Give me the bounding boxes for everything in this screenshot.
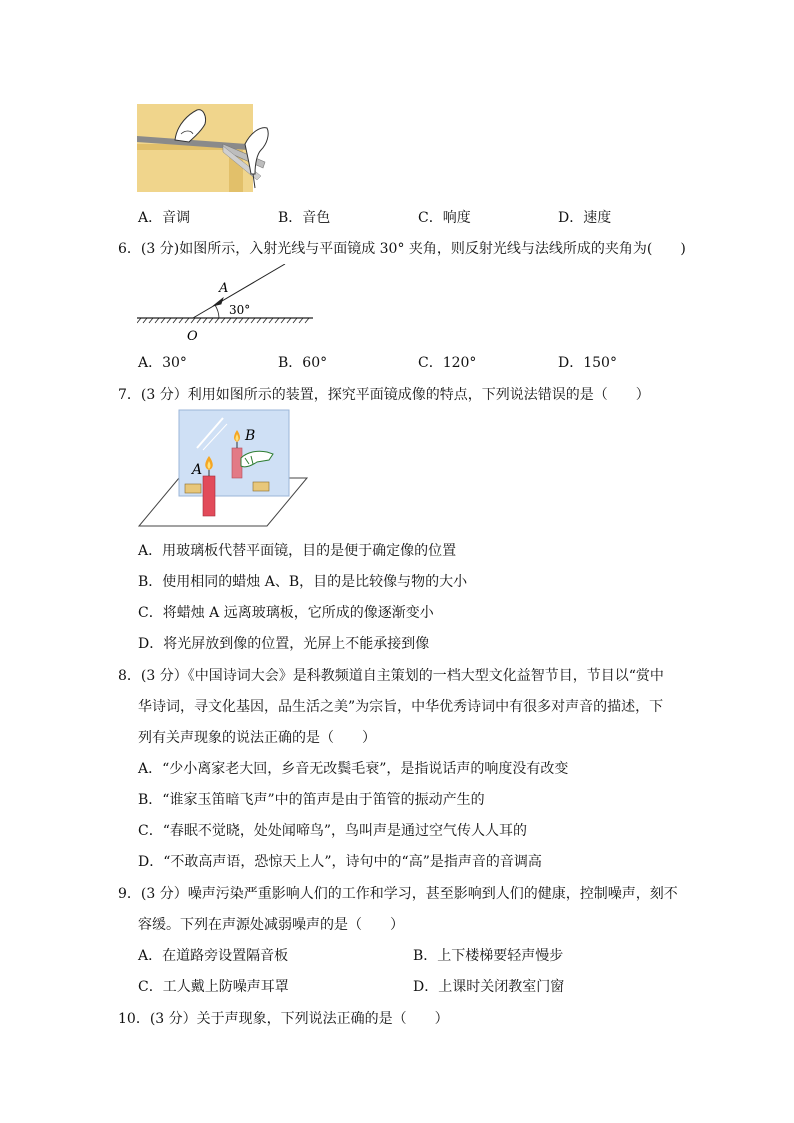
- q8-option-b: B．“谁家玉笛暗飞声”中的笛声是由于笛管的振动产生的: [138, 792, 485, 808]
- q7-option-c: C．将蜡烛 A 远离玻璃板，它所成的像逐渐变小: [138, 605, 434, 621]
- q6-stem: 6．(3 分)如图所示，入射光线与平面镜成 30° 夹角，则反射光线与法线所成的夹角为( ): [118, 241, 686, 257]
- reflection-diagram: [137, 264, 317, 344]
- point-label-o: O: [187, 329, 198, 344]
- q8-option-c: C．“春眠不觉晓，处处闻啼鸟”，鸟叫声是通过空气传人人耳的: [138, 823, 528, 839]
- q9-stem-line-2: 容缓。下列在声源处减弱噪声的是（ ）: [138, 917, 404, 933]
- q8-stem-line-2: 华诗词，寻文化基因，品生活之美”为宗旨，中华优秀诗词中有很多对声音的描述，下: [138, 699, 664, 715]
- q5-option-a: A．音调: [138, 210, 191, 226]
- q6-option-c: C．120°: [418, 355, 477, 371]
- q5-option-c: C．响度: [418, 210, 471, 226]
- q6-option-d: D．150°: [558, 355, 617, 371]
- ray-label-a: A: [219, 281, 229, 296]
- q9-stem-line-1: 9．(3 分）噪声污染严重影响人们的工作和学习，甚至影响到人们的健康，控制噪声，刻不: [118, 886, 678, 902]
- q9-option-b: B．上下楼梯要轻声慢步: [413, 948, 564, 964]
- angle-label: 30°: [229, 303, 251, 317]
- q8-stem-line-1: 8．(3 分）《中国诗词大会》是科教频道自主策划的一档大型文化益智节目，节目以“赏中: [118, 668, 664, 684]
- ruler-table-figure: [137, 104, 270, 194]
- q9-option-c: C．工人戴上防噪声耳罩: [138, 979, 289, 995]
- q8-option-d: D．“不敢高声语，恐惊天上人”，诗句中的“高”是指声音的音调高: [138, 854, 542, 870]
- q9-option-d: D．上课时关闭教室门窗: [413, 979, 565, 995]
- q7-option-d: D．将光屏放到像的位置，光屏上不能承接到像: [138, 636, 430, 652]
- q8-stem-line-3: 列有关声现象的说法正确的是（ ）: [138, 730, 376, 746]
- q7-option-a: A．用玻璃板代替平面镜，目的是便于确定像的位置: [138, 543, 457, 559]
- q6-option-a: A．30°: [138, 355, 187, 371]
- mirror-candle-figure: [137, 408, 309, 530]
- candle-b-label: B: [245, 428, 256, 444]
- q7-stem: 7．(3 分）利用如图所示的装置，探究平面镜成像的特点，下列说法错误的是（ ）: [118, 387, 650, 403]
- q9-option-a: A．在道路旁设置隔音板: [138, 948, 289, 964]
- q7-option-b: B．使用相同的蜡烛 A、B，目的是比较像与物的大小: [138, 574, 468, 590]
- candle-a-label: A: [192, 462, 203, 478]
- q8-option-a: A．“少小离家老大回，乡音无改鬓毛衰”，是指说话声的响度没有改变: [138, 761, 569, 777]
- q6-option-b: B．60°: [278, 355, 328, 371]
- q10-stem: 10．(3 分）关于声现象，下列说法正确的是（ ）: [118, 1011, 449, 1027]
- q5-option-d: D．速度: [558, 210, 612, 226]
- q5-option-b: B．音色: [278, 210, 331, 226]
